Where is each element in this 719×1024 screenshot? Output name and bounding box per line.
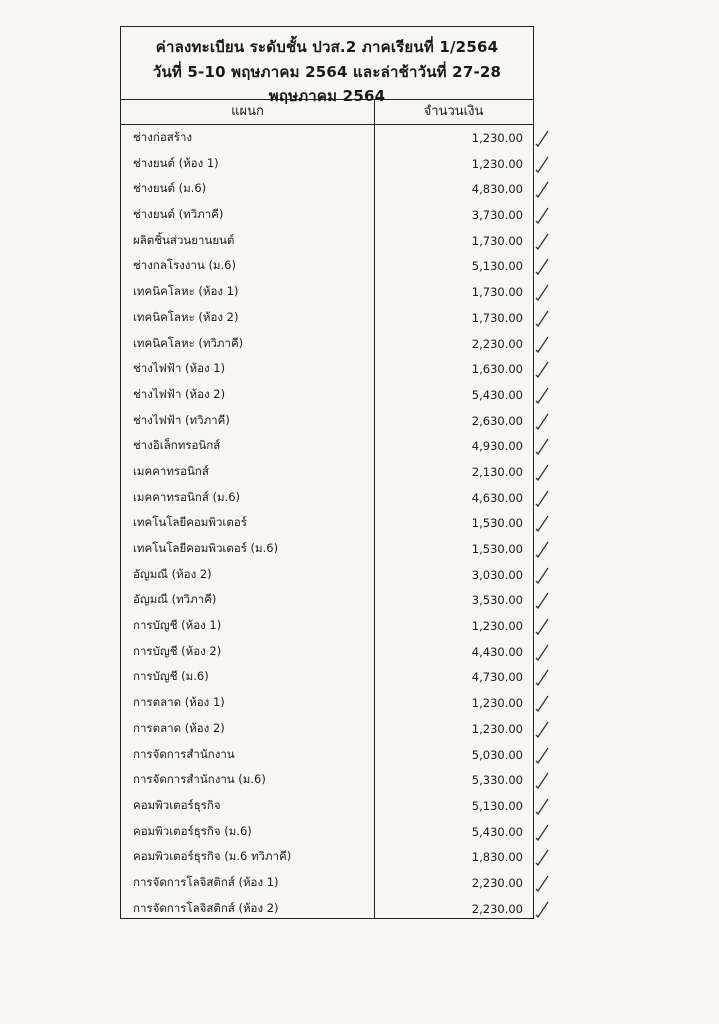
- checkmark-icon: [535, 874, 549, 892]
- department-cell: คอมพิวเตอร์ธุรกิจ (ม.6): [133, 823, 252, 838]
- checkmark-icon: [535, 232, 549, 250]
- table-row: [121, 485, 533, 511]
- table-row: [121, 613, 533, 639]
- table-row: [121, 459, 533, 485]
- document-title: ค่าลงทะเบียน ระดับชั้น ปวส.2 ภาคเรียนที่ 1/2564: [155, 38, 499, 56]
- department-cell: ช่างก่อสร้าง: [133, 130, 193, 144]
- department-cell: ช่างไฟฟ้า (ห้อง 2): [133, 386, 226, 401]
- amount-cell: 1,530.00: [471, 516, 523, 531]
- checkmark-icon: [535, 206, 549, 224]
- checkmark-icon: [535, 746, 549, 764]
- department-cell: เมคคาทรอนิกส์ (ม.6): [133, 489, 241, 504]
- amount-cell: 1,730.00: [471, 310, 523, 325]
- amount-cell: 2,230.00: [471, 336, 523, 351]
- amount-cell: 5,030.00: [471, 747, 523, 762]
- table-row: [121, 587, 533, 613]
- checkmark-icon: [535, 771, 549, 789]
- checkmark-icon: [535, 283, 549, 301]
- department-cell: การบัญชี (ม.6): [133, 669, 209, 684]
- department-cell: เทคนิคโลหะ (ทวิภาคี): [133, 335, 244, 350]
- checkmark-icon: [535, 694, 549, 712]
- table-row: [121, 228, 533, 254]
- amount-cell: 5,130.00: [471, 259, 523, 274]
- department-cell: คอมพิวเตอร์ธุรกิจ: [133, 797, 221, 812]
- table-row: [121, 176, 533, 202]
- amount-cell: 3,030.00: [471, 567, 523, 582]
- amount-cell: 1,530.00: [471, 542, 523, 556]
- table-row: [121, 664, 533, 690]
- checkmark-icon: [535, 720, 549, 738]
- checkmark-icon: [535, 797, 549, 815]
- table-row: [121, 510, 533, 536]
- table-row: [121, 870, 533, 896]
- department-cell: การบัญชี (ห้อง 2): [133, 643, 222, 658]
- document-subtitle: วันที่ 5-10 พฤษภาคม 2564 และล่าช้าวันที่ 27-28 พฤษภาคม 2564: [152, 63, 502, 105]
- table-body: [121, 125, 533, 921]
- table-row: [121, 819, 533, 845]
- table-row: [121, 742, 533, 768]
- department-cell: เทคโนโลยีคอมพิวเตอร์ (ม.6): [133, 541, 279, 555]
- amount-cell: 1,230.00: [471, 721, 523, 736]
- amount-cell: 5,430.00: [471, 387, 523, 402]
- checkmark-icon: [535, 900, 549, 918]
- checkmark-icon: [535, 437, 549, 455]
- checkmark-icon: [535, 412, 549, 430]
- table-row: [121, 408, 533, 434]
- amount-cell: 1,830.00: [471, 850, 523, 865]
- table-row: [121, 716, 533, 742]
- amount-cell: 4,930.00: [471, 439, 523, 454]
- table-row: [121, 562, 533, 588]
- amount-cell: 3,730.00: [471, 208, 523, 223]
- department-cell: ช่างไฟฟ้า (ห้อง 1): [133, 361, 226, 376]
- amount-cell: 1,230.00: [471, 156, 523, 171]
- table-row: [121, 279, 533, 305]
- checkmark-icon: [535, 668, 549, 686]
- amount-cell: 4,430.00: [471, 644, 523, 659]
- amount-cell: 1,230.00: [471, 619, 523, 634]
- department-cell: ช่างยนต์ (ห้อง 1): [133, 155, 219, 170]
- table-row: [121, 202, 533, 228]
- checkmark-icon: [535, 360, 549, 378]
- table-row: [121, 433, 533, 459]
- department-cell: ช่างยนต์ (ม.6): [133, 181, 207, 196]
- table-row: [121, 356, 533, 382]
- checkmark-icon: [535, 386, 549, 404]
- department-cell: ช่างยนต์ (ทวิภาคี): [133, 207, 224, 222]
- amount-cell: 5,430.00: [471, 824, 523, 839]
- department-cell: การจัดการโลจิสติกส์ (ห้อง 1): [133, 874, 279, 889]
- amount-cell: 1,630.00: [471, 362, 523, 377]
- table-row: [121, 639, 533, 665]
- amount-cell: 4,730.00: [471, 670, 523, 685]
- table-header: [121, 99, 533, 125]
- checkmark-icon: [535, 848, 549, 866]
- checkmark-icon: [535, 180, 549, 198]
- department-cell: การจัดการสำนักงาน (ม.6): [133, 772, 266, 787]
- amount-cell: 5,130.00: [471, 798, 523, 813]
- amount-cell: 2,230.00: [471, 875, 523, 890]
- fee-table: [120, 26, 534, 919]
- department-cell: เทคนิคโลหะ (ห้อง 2): [133, 309, 239, 324]
- table-row: [121, 253, 533, 279]
- table-row: [121, 896, 533, 922]
- department-cell: การบัญชี (ห้อง 1): [133, 618, 222, 633]
- checkmark-icon: [535, 591, 549, 609]
- department-cell: อัญมณี (ห้อง 2): [133, 566, 212, 581]
- department-cell: ช่างไฟฟ้า (ทวิภาคี): [133, 412, 230, 427]
- amount-cell: 5,330.00: [471, 773, 523, 788]
- department-cell: การตลาด (ห้อง 2): [133, 720, 225, 735]
- department-cell: เทคโนโลยีคอมพิวเตอร์: [133, 515, 247, 530]
- checkmark-icon: [535, 155, 549, 173]
- department-cell: การจัดการโลจิสติกส์ (ห้อง 2): [133, 900, 279, 915]
- department-cell: อัญมณี (ทวิภาคี): [133, 592, 217, 607]
- table-row: [121, 331, 533, 357]
- table-row: [121, 125, 533, 151]
- department-cell: ผลิตชิ้นส่วนยานยนต์: [133, 232, 235, 247]
- amount-cell: 1,730.00: [471, 285, 523, 300]
- checkmark-icon: [535, 309, 549, 327]
- checkmark-icon: [535, 643, 549, 661]
- checkmark-icon: [535, 617, 549, 635]
- amount-cell: 1,230.00: [471, 131, 523, 145]
- table-row: [121, 382, 533, 408]
- amount-cell: 1,230.00: [471, 696, 523, 711]
- department-cell: ช่างกลโรงงาน (ม.6): [133, 258, 236, 273]
- table-row: [121, 690, 533, 716]
- department-cell: เทคนิคโลหะ (ห้อง 1): [133, 284, 239, 299]
- table-row: [121, 305, 533, 331]
- header-amount: จำนวนเงิน: [423, 104, 484, 119]
- amount-cell: 4,830.00: [471, 182, 523, 197]
- department-cell: เมคคาทรอนิกส์: [133, 463, 209, 478]
- department-cell: การตลาด (ห้อง 1): [133, 695, 225, 710]
- amount-cell: 2,230.00: [471, 901, 523, 916]
- department-cell: การจัดการสำนักงาน: [133, 746, 235, 761]
- department-cell: ช่างอิเล็กทรอนิกส์: [133, 438, 221, 453]
- checkmark-icon: [535, 129, 549, 147]
- checkmark-icon: [535, 489, 549, 507]
- amount-cell: 4,630.00: [471, 490, 523, 505]
- amount-cell: 1,730.00: [471, 233, 523, 248]
- amount-cell: 3,530.00: [471, 593, 523, 608]
- table-row: [121, 151, 533, 177]
- amount-cell: 2,630.00: [471, 413, 523, 428]
- table-row: [121, 793, 533, 819]
- table-row: [121, 844, 533, 870]
- checkmark-icon: [535, 257, 549, 275]
- checkmark-icon: [535, 823, 549, 841]
- header-department: แผนก: [231, 104, 264, 119]
- amount-cell: 2,130.00: [471, 464, 523, 479]
- table-row: [121, 767, 533, 793]
- checkmark-icon: [535, 540, 549, 558]
- table-row: [121, 536, 533, 562]
- checkmark-icon: [535, 514, 549, 532]
- checkmark-icon: [535, 566, 549, 584]
- checkmark-icon: [535, 335, 549, 353]
- department-cell: คอมพิวเตอร์ธุรกิจ (ม.6 ทวิภาคี): [133, 849, 292, 864]
- checkmark-icon: [535, 463, 549, 481]
- title-block: [121, 27, 533, 105]
